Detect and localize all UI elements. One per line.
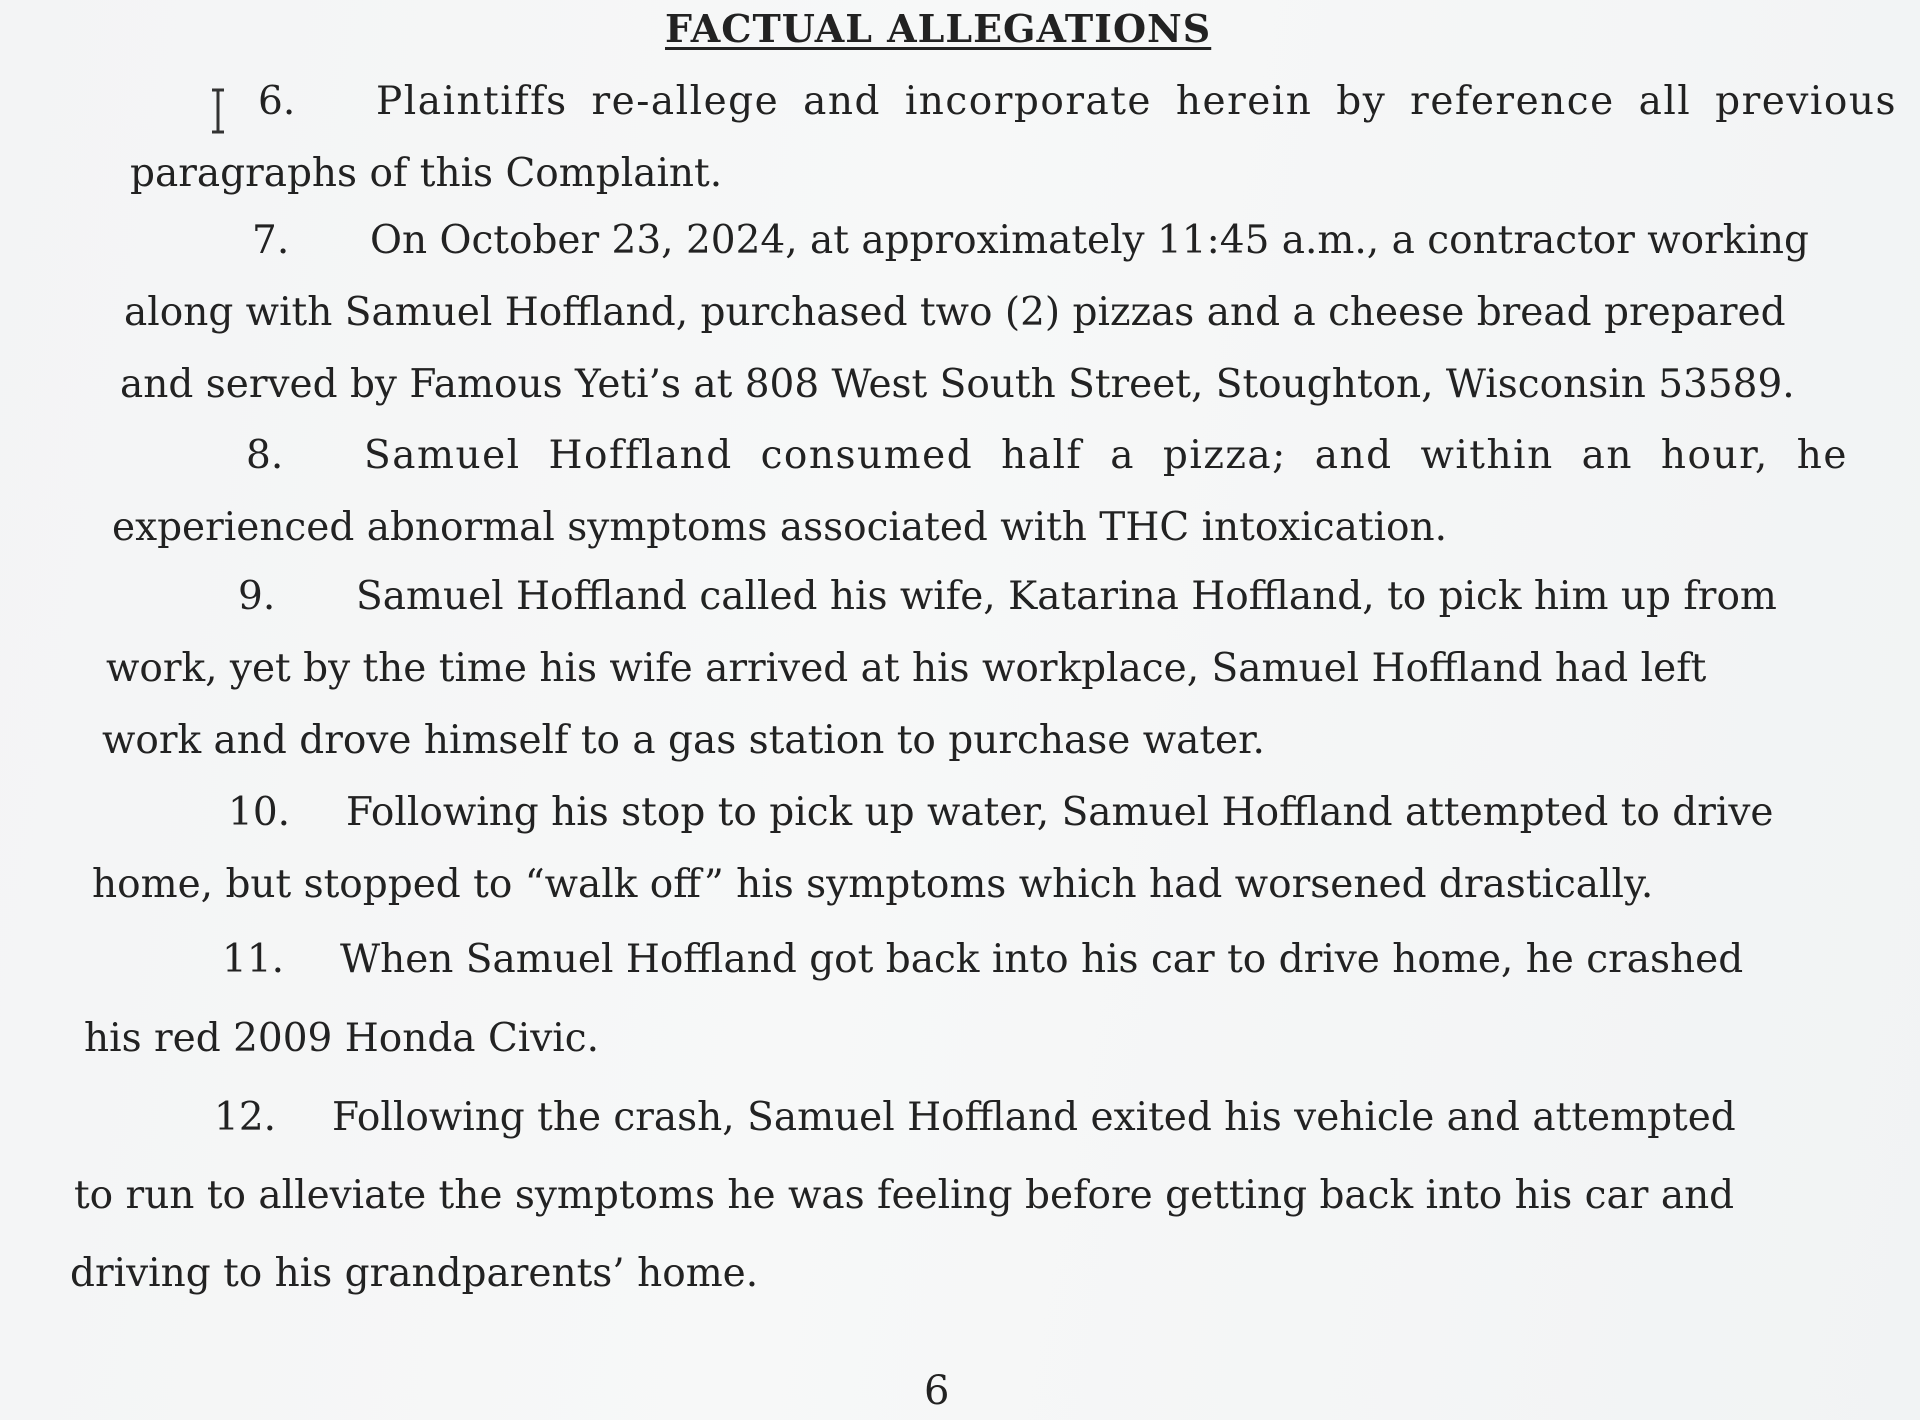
paragraph-line: experienced abnormal symptoms associated with THC intoxication.	[112, 505, 1448, 550]
paragraph-number: 12.	[214, 1095, 277, 1140]
paragraph-line: Following his stop to pick up water, Samuel Hoffland attempted to drive	[346, 790, 1774, 835]
paragraph-line: driving to his grandparents’ home.	[70, 1251, 759, 1296]
paragraph-number: 6.	[258, 79, 296, 124]
paragraph-line: Samuel Hoffland consumed half a pizza; and within an hour, he	[364, 433, 1848, 478]
paragraph-line: home, but stopped to “walk off” his symptoms which had worsened drastically.	[92, 862, 1654, 907]
paragraph-line: his red 2009 Honda Civic.	[84, 1016, 600, 1061]
paragraph-line: Following the crash, Samuel Hoffland exited his vehicle and attempted	[332, 1095, 1736, 1140]
paragraph-line: paragraphs of this Complaint.	[130, 151, 723, 196]
paragraph-number: 7.	[252, 218, 290, 263]
paragraph-line: When Samuel Hoffland got back into his car to drive home, he crashed	[340, 937, 1744, 982]
paragraph-number: 8.	[246, 433, 284, 478]
paragraph-line: work and drove himself to a gas station to purchase water.	[102, 718, 1265, 763]
paragraph-number: 10.	[228, 790, 291, 835]
paragraph-line: work, yet by the time his wife arrived at his workplace, Samuel Hoffland had left	[106, 646, 1707, 691]
paragraph-line: along with Samuel Hoffland, purchased two (2) pizzas and a cheese bread prepared	[124, 290, 1786, 335]
text-cursor-icon	[210, 88, 226, 134]
paragraph-number: 11.	[222, 937, 285, 982]
paragraph-line: to run to alleviate the symptoms he was feeling before getting back into his car and	[74, 1173, 1735, 1218]
paragraph-line: On October 23, 2024, at approximately 11:45 a.m., a contractor working	[370, 218, 1809, 263]
paragraph-line: Plaintiffs re-allege and incorporate herein by reference all previous	[376, 79, 1897, 124]
section-heading: FACTUAL ALLEGATIONS	[665, 6, 1212, 51]
paragraph-line: Samuel Hoffland called his wife, Katarina Hoffland, to pick him up from	[356, 574, 1777, 619]
paragraph-number: 9.	[238, 574, 276, 619]
paragraph-line: and served by Famous Yeti’s at 808 West South Street, Stoughton, Wisconsin 53589.	[120, 362, 1795, 407]
page-number: 6	[924, 1368, 950, 1414]
